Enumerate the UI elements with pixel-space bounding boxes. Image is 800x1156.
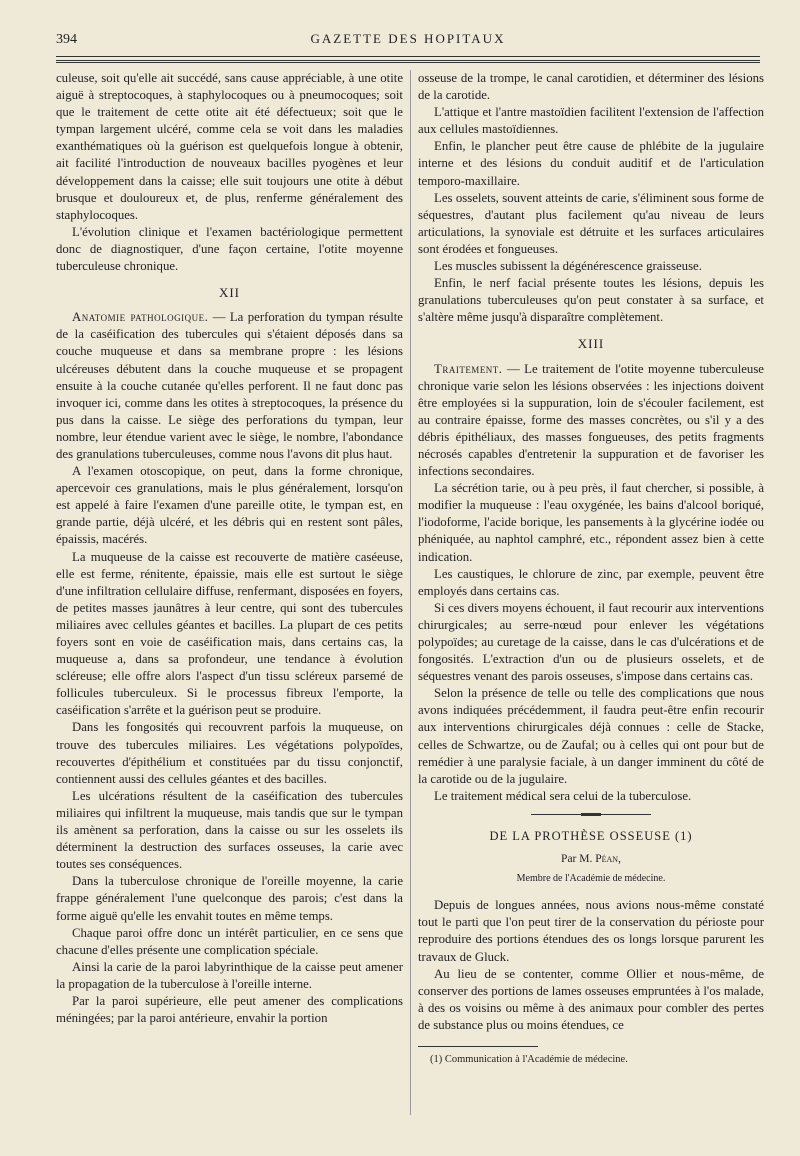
paragraph: Par la paroi supérieure, elle peut amener des complications méningées; par la paroi antérieure, envahir la portion — [56, 993, 403, 1026]
paragraph: Dans les fongosités qui recouvrent parfois la muqueuse, on trouve des tubercules miliaires. Les végétations polypoïdes, recouvertes d'épithélium et constituées par du tissu conjonctif, contiennent aussi des cellules géantes et des bacilles. — [56, 720, 403, 786]
paragraph: Depuis de longues années, nous avions nous-même constaté tout le parti que l'on peut tirer de la conservation du périoste pour reproduire des portions étendues des os longs lorsque parurent les travaux de Gluck. — [418, 898, 764, 964]
paragraph: Selon la présence de telle ou telle des complications que nous avons indiquées précédemment, il faudra peut-être enfin recourir aux interventions chirurgicales déjà connues : celle de Stacke, celles de Schwartze, ou de Zaufal; ou à celles qui ont pour but de remédier à une paralysie faciale, à un danger imminent du côté de la carotide ou de la jugulaire. — [418, 686, 764, 786]
paragraph: L'attique et l'antre mastoïdien facilitent l'extension de l'affection aux cellules mastoïdiennes. — [418, 105, 764, 137]
left-column — [56, 70, 403, 1027]
paragraph: Si ces divers moyens échouent, il faut recourir aux interventions chirurgicales; au serre-nœud pour enlever les végétations polypoïdes; au curetage de la caisse, dans le cas d'ulcérations et de fongosités. L'extraction d'un ou de plusieurs osselets, et de séquestres venant des parois osseuses, s'impose dans certains cas. — [418, 600, 764, 684]
right-column — [418, 70, 764, 1068]
author-affiliation: Membre de l'Académie de médecine. — [516, 873, 666, 885]
paragraph: Le traitement médical sera celui de la tuberculose. — [434, 788, 692, 803]
paragraph: Les muscles subissent la dégénérescence graisseuse. — [434, 259, 702, 274]
paragraph: Enfin, le nerf facial présente toutes les lésions, depuis les granulations tuberculeuses qu'on peut constater à sa surface, et s'altère même jusqu'à disparaître complètement. — [418, 276, 764, 325]
paragraph: culeuse, soit qu'elle ait succédé, sans cause appréciable, à une otite aiguë à streptocoques, à staphylocoques ou à pneumocoques; soit que le traitement de cette otite ait été défectueux; soit que le tympan largement ulcéré, comme cela se voit dans les maladies exanthématiques où la guérison est quelquefois longue à obtenir, ait facilité l'introduction de nouveaux bacilles pyogènes et leur développement dans la caisse; elle suit toujours une otite à début brusque et douloureux et, de plus, renferme généralement des staphylocoques. — [56, 71, 403, 222]
paragraph-text: — Le traitement de l'otite moyenne tuberculeuse chronique varie selon les lésions observées : les injections doivent être employées si la suppuration, loin de s'écouler facilement, est au contraire épaisse, forme des masses concrètes, ou s'il y a des débris épithéliaux, des masses fongueuses, des petits fragments nécrosés capables d'entretenir la suppuration et de favoriser les infections secondaires. — [418, 361, 764, 479]
paragraph: A l'examen otoscopique, on peut, dans la forme chronique, apercevoir ces granulations, mais le plus généralement, lorsqu'on est appelé à faire l'examen d'une pareille otite, le tympan est, en grande partie, déjà ulcéré, et les débris qui en restent sont pâles, épaissis, macérés. — [56, 464, 403, 547]
paragraph: La muqueuse de la caisse est recouverte de matière caséeuse, elle est ferme, rénitente, épaissie, mais elle est surtout le siège d'une infiltration cellulaire diffuse, renfermant, disposées en foyers, de petites masses jaunâtres à leur centre, qui sont des tubercules miliaires avec cellules géantes et bacilles. La plupart de ces petits foyers sont en voie de caséification mais, dans certains cas, la muqueuse a, dans sa profondeur, une tendance à évolution scléreuse; elle offre alors l'aspect d'un tissu scléreux parsemé de follicules tuberculeux. Si le processus fibreux l'emporte, la caséification s'arrête et la guérison peut se produire. — [56, 549, 403, 718]
paragraph: Ainsi la carie de la paroi labyrinthique de la caisse peut amener la propagation de la tuberculose à l'oreille interne. — [56, 959, 403, 991]
section-separator — [531, 813, 651, 816]
paragraph-text: — La perforation du tympan résulte de la caséification des tubercules qui s'étaient déposés dans sa couche muqueuse et dans sa membrane propre : les lésions ulcéreuses débutent dans la couche muqueuse et se propagent ensuite à la couche cutanée qu'elles perforent. Il ne faut donc pas invoquer ici, comme dans les otites à streptocoques, la présence du pus dans la caisse. Le siège des perforations du tympan, leur nombre, leur étendue varient avec le siège, le nombre, l'abondance des granulations tuberculeuses, comme nous l'avons dit plus haut. — [56, 310, 403, 461]
article-author — [418, 851, 764, 868]
paragraph: Au lieu de se contenter, comme Ollier et nous-même, de conserver des portions de lames osseuses empruntées à l'os malade, à des os voisins ou même à des animaux pour combler des pertes de substance plus ou moins étendues, ce — [418, 966, 764, 1032]
footnote: (1) Communication à l'Académie de médecine. — [430, 1053, 628, 1065]
paragraph: Chaque paroi offre donc un intérêt particulier, en ce sens que chacune d'elles présente une complication spéciale. — [56, 925, 403, 957]
article-title: DE LA PROTHÈSE OSSEUSE (1) — [489, 828, 693, 843]
run-in-heading: Anatomie pathologique. — [72, 310, 209, 325]
section-heading-xiii: XIII — [577, 336, 605, 352]
paragraph: Les caustiques, le chlorure de zinc, par exemple, peuvent être employés dans certains cas. — [418, 566, 764, 598]
paragraph: La sécrétion tarie, ou à peu près, il faut chercher, si possible, à modifier la muqueuse : l'eau oxygénée, les bains d'alcool boriqué, l'iodoforme, l'acide borique, les pansements à la glycérine iodée ou phéniquée, au naphtol camphré, etc., répondent assez bien à cette indication. — [418, 481, 764, 564]
journal-title: GAZETTE DES HOPITAUX — [310, 31, 506, 46]
header-rule — [56, 56, 760, 61]
paragraph: Les ulcérations résultent de la caséification des tubercules miliaires qui infiltrent la muqueuse, mais tandis que sur le tympan ils amènent sa perforation, dans la caisse ou sur les osselets ils déterminent la destruction des surfaces osseuses, la carie avec toutes ses conséquences. — [56, 788, 403, 872]
column-divider — [410, 70, 411, 1115]
paragraph: osseuse de la trompe, le canal carotidien, et déterminer des lésions de la carotide. — [418, 71, 764, 103]
page-header — [56, 28, 760, 50]
paragraph: Enfin, le plancher peut être cause de phlébite de la jugulaire interne et des lésions du conduit auditif et de l'articulation temporo-maxillaire. — [418, 139, 764, 188]
run-in-heading: Traitement. — [434, 361, 503, 376]
page-number: 394 — [56, 32, 77, 47]
header-rule-thin — [56, 62, 760, 63]
paragraph: Les osselets, souvent atteints de carie, s'éliminent sous forme de séquestres, d'autant plus facilement qu'au niveau de leurs articulations, la synoviale est détruite et les surfaces articulaires sont érodées et fongueuses. — [418, 190, 764, 256]
paragraph: L'évolution clinique et l'examen bactériologique permettent donc de diagnostiquer, d'une façon certaine, l'otite moyenne tuberculeuse chronique. — [56, 224, 403, 274]
paragraph-anatomie — [56, 309, 403, 463]
author-prefix: Par M. — [561, 853, 596, 866]
section-heading-xii: XII — [218, 285, 241, 301]
footnote-rule — [418, 1046, 538, 1047]
paragraph-traitement — [418, 361, 764, 481]
paragraph: Dans la tuberculose chronique de l'oreille moyenne, la carie frappe généralement l'une quelconque des parois; c'est dans la forme aiguë qu'elle les envahit toutes en même temps. — [56, 874, 403, 923]
author-name: Péan, — [595, 853, 621, 866]
